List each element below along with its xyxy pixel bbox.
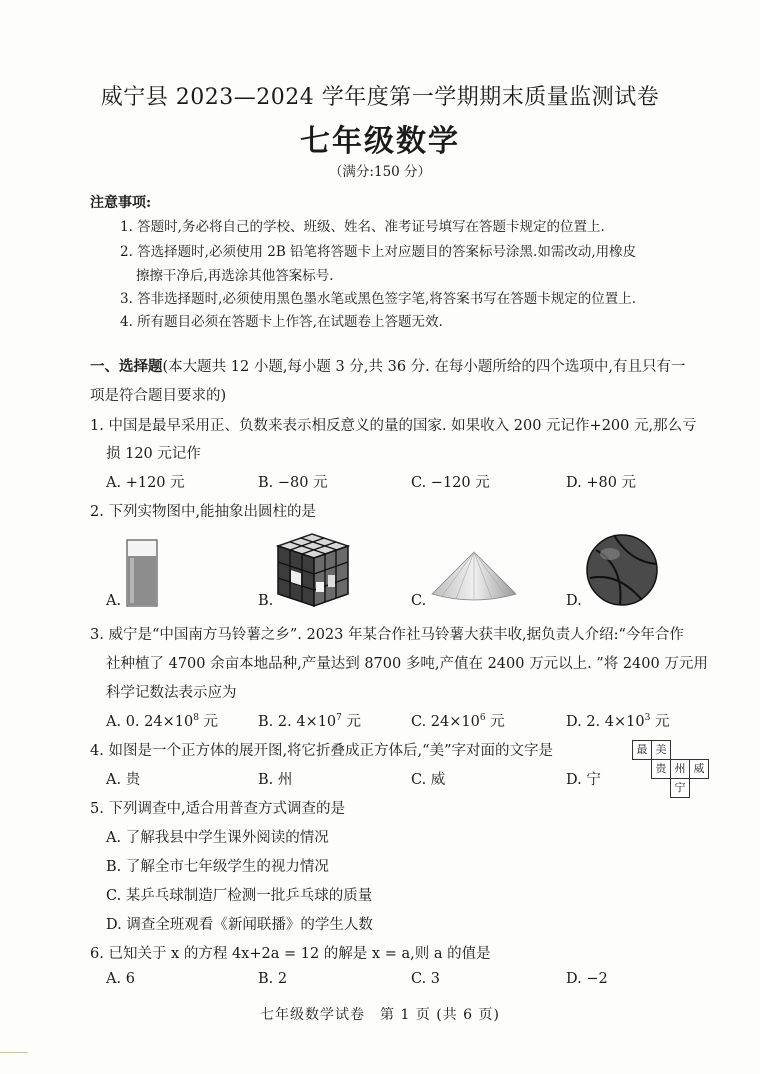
q4-stem: 4. 如图是一个正方体的展开图,将它折叠成正方体后,“美”字对面的文字是	[90, 743, 553, 759]
q3-option-d: D. 2. $4\times 10^3$ 元	[566, 713, 670, 730]
q3-stem-1: 3. 威宁是“中国南方马铃薯之乡”. 2023 年某合作社马铃薯大获丰收,据负责人介绍:“今年合作	[90, 627, 684, 643]
rubiks-cube-image	[272, 530, 354, 610]
q5-option-d: D. 调查全班观看《新闻联播》的学生人数	[106, 917, 373, 933]
net-cell-1: 最	[632, 740, 652, 760]
basketball-image	[584, 532, 660, 608]
net-cell-6: 宁	[670, 778, 690, 798]
section-desc-1: (本大题共 12 小题,每小题 3 分,共 36 分. 在每小题所给的四个选项中,有且只有一	[162, 359, 686, 375]
q2-option-b: B.	[258, 593, 274, 609]
q6-option-a: A. 6	[106, 971, 135, 987]
q1-stem-1: 1. 中国是最早采用正、负数来表示相反意义的量的国家. 如果收入 200 元记作+200 元,那么亏	[90, 418, 697, 434]
notice-item-4: 4. 所有题目必须在答题卡上作答,在试题卷上答题无效.	[120, 314, 443, 330]
net-cell-4: 州	[670, 759, 690, 779]
full-score: （满分:150 分）	[328, 164, 432, 180]
section-heading-line	[90, 355, 685, 376]
q4-option-b: B. 州	[258, 772, 293, 788]
notice-item-2-cont: 擦擦干净后,再选涂其他答案标号.	[136, 268, 334, 284]
q3-option-c: C. $24\times 10^6$ 元	[411, 713, 505, 730]
q4-option-a: A. 贵	[106, 772, 141, 788]
q6-option-d: D. −2	[566, 971, 608, 987]
q4-option-d: D. 宁	[566, 772, 601, 788]
notice-heading: 注意事项:	[90, 195, 152, 211]
q5-option-b: B. 了解全市七年级学生的视力情况	[106, 859, 329, 875]
q6-option-b: B. 2	[258, 971, 288, 987]
q3-stem-3: 科学记数法表示应为	[106, 685, 237, 701]
q1-stem-2: 损 120 元记作	[106, 446, 201, 462]
scan-edge-mark	[0, 1052, 28, 1053]
q4-option-c: C. 威	[411, 772, 446, 788]
subject-title: 七年级数学	[300, 124, 460, 159]
q2-option-d: D.	[566, 593, 582, 609]
q3-option-a: A. 0. $24\times 10^8$ 元	[106, 713, 219, 730]
net-cell-2: 美	[651, 740, 671, 760]
q2-option-c: C.	[411, 593, 427, 609]
conical-hat-image	[428, 548, 520, 606]
q6-stem: 6. 已知关于 x 的方程 4x+2a = 12 的解是 x = a,则 a 的值是	[90, 946, 491, 962]
q1-option-c: C. −120 元	[411, 475, 490, 491]
page-footer: 七年级数学试卷 第 1 页 (共 6 页)	[260, 1007, 500, 1023]
section-title: 一、选择题	[90, 358, 163, 375]
q1-option-d: D. +80 元	[566, 475, 637, 491]
notice-item-2: 2. 答选择题时,必须使用 2B 铅笔将答题卡上对应题目的答案标号涂黑.如需改动,用橡皮	[120, 244, 637, 260]
section-desc-2: 项是符合题目要求的)	[90, 388, 227, 404]
notice-item-1: 1. 答题时,务必将自己的学校、班级、姓名、准考证号填写在答题卡规定的位置上.	[120, 219, 605, 235]
q3-stem-2: 社种植了 4700 余亩本地品种,产量达到 8700 多吨,产值在 2400 万元以上. ”将 2400 万元用	[106, 656, 708, 672]
net-cell-3: 贵	[651, 759, 671, 779]
cube-net-figure	[632, 740, 716, 804]
q6-option-c: C. 3	[411, 971, 441, 987]
q2-option-a: A.	[106, 593, 122, 609]
q1-option-a: A. +120 元	[106, 475, 185, 491]
q5-option-a: A. 了解我县中学生课外阅读的情况	[106, 830, 329, 846]
q5-option-c: C. 某乒乓球制造厂检测一批乒乓球的质量	[106, 888, 373, 904]
q3-option-b: B. 2. $4\times 10^7$ 元	[258, 713, 361, 730]
notice-item-3: 3. 答非选择题时,必须使用黑色墨水笔或黑色签字笔,将答案书写在答题卡规定的位置上.	[120, 291, 637, 307]
q5-stem: 5. 下列调查中,适合用普查方式调查的是	[90, 801, 346, 817]
net-cell-5: 威	[689, 759, 709, 779]
q1-option-b: B. −80 元	[258, 475, 328, 491]
exam-title: 威宁县 2023—2024 学年度第一学期期末质量监测试卷	[100, 85, 660, 110]
q2-stem: 2. 下列实物图中,能抽象出圆柱的是	[90, 504, 317, 520]
glass-cup-image	[122, 538, 162, 608]
